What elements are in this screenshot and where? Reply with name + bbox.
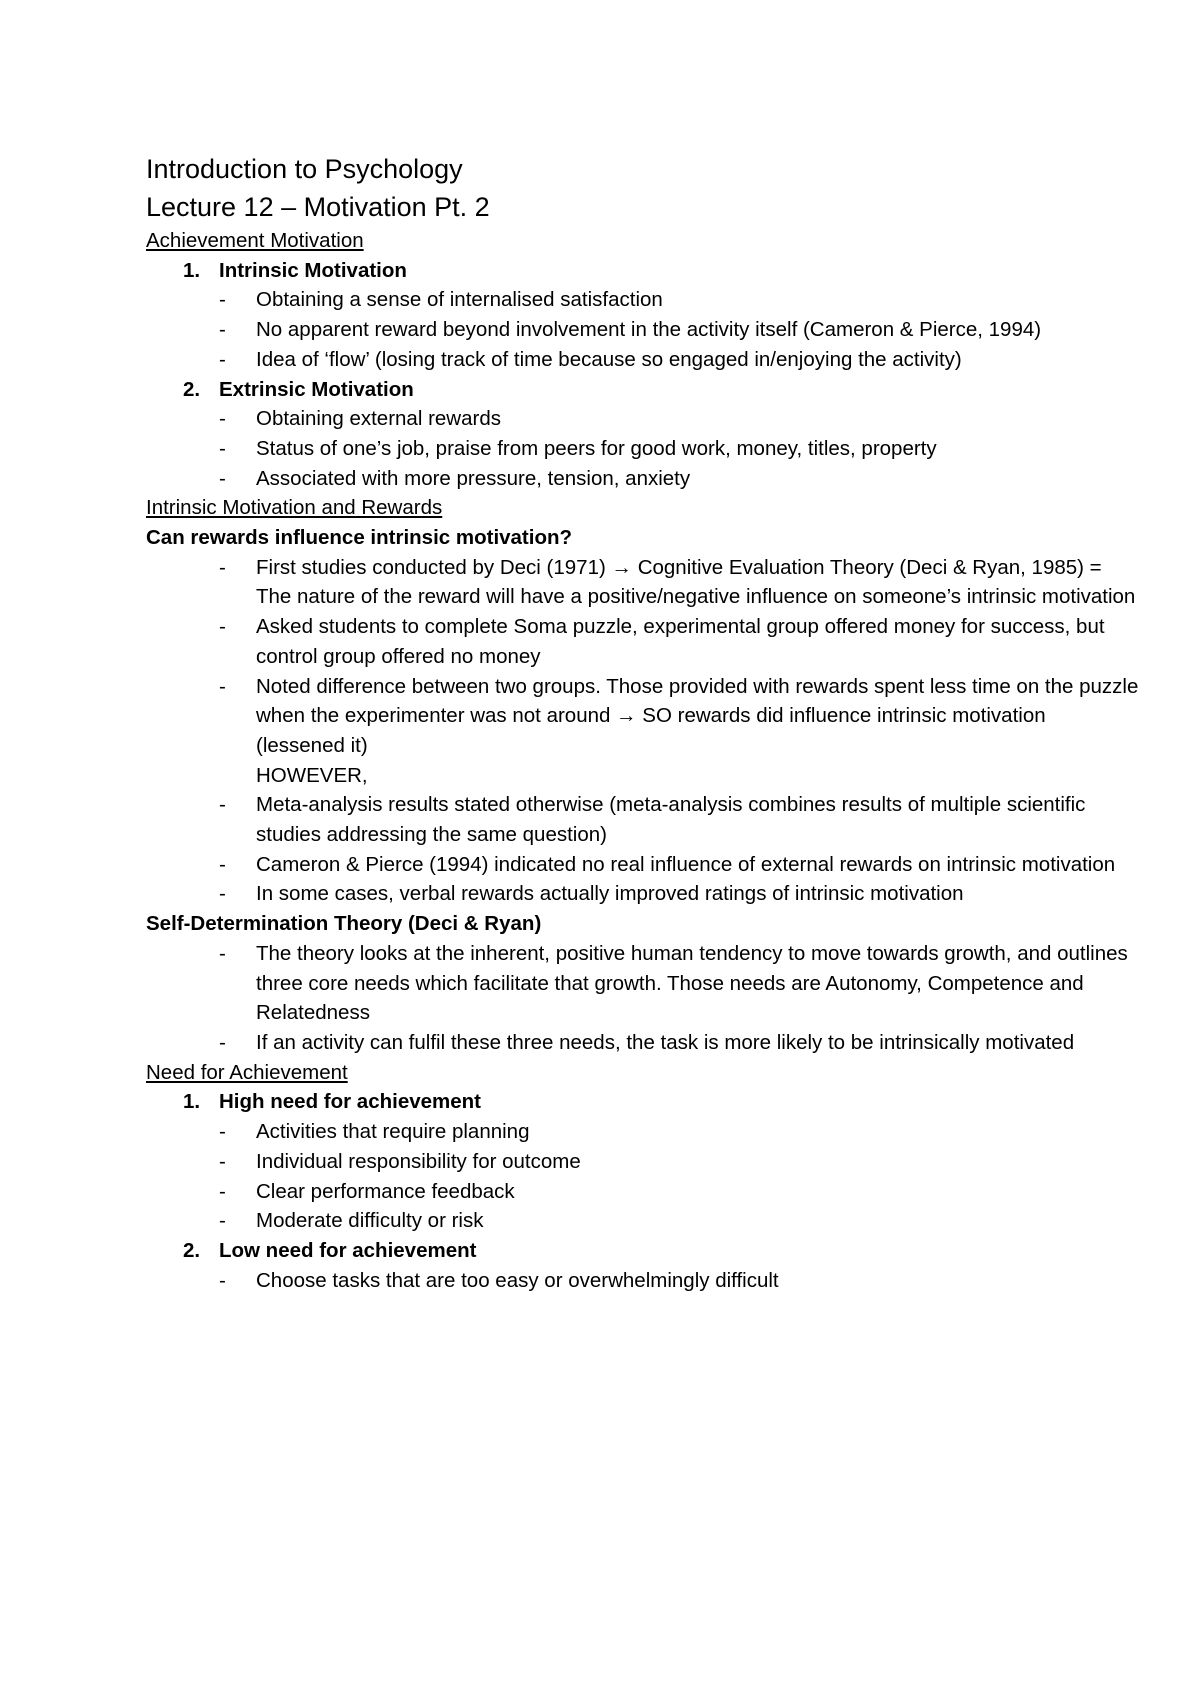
item-label: Low need for achievement [219, 1238, 477, 1262]
bullet-item: - Meta-analysis results stated otherwise (meta-analysis combines results of multiple scientific studies addressing the same question) [219, 793, 1086, 847]
bullet-list [146, 939, 1140, 1058]
document-title: Introduction to Psychology [146, 154, 463, 184]
bullet-item: - Choose tasks that are too easy or overwhelmingly difficult [219, 1268, 779, 1292]
bullet-item: - Activities that require planning [219, 1120, 530, 1144]
bullet-item: - Asked students to complete Soma puzzle, experimental group offered money for success, but control group offered no money [219, 615, 1105, 668]
item-label: Extrinsic Motivation [219, 377, 414, 401]
section-subheading: Can rewards influence intrinsic motivation? [146, 526, 573, 550]
bullet-list [146, 1266, 1140, 1296]
section-heading: Intrinsic Motivation and Rewards [146, 496, 443, 520]
item-number: 1. [183, 258, 201, 282]
bullet-item: - Obtaining external rewards [219, 407, 501, 431]
item-label: Intrinsic Motivation [219, 258, 407, 282]
bullet-item: - No apparent reward beyond involvement in the activity itself (Cameron & Pierce, 1994) [219, 318, 1042, 342]
bullet-list [146, 404, 1140, 493]
section-heading: Self-Determination Theory (Deci & Ryan) [146, 912, 542, 936]
bullet-item: - First studies conducted by Deci (1971) → Cognitive Evaluation Theory (Deci & Ryan, 1985) = The nature of the reward will have a positive/negative influence on someone’s intrinsic motivation [219, 555, 1136, 609]
bullet-item: - The theory looks at the inherent, positive human tendency to move towards growth, and outlines three core needs which facilitate that growth. Those needs are Autonomy, Competence and Relatedness [219, 941, 1128, 1025]
bullet-item: - If an activity can fulfil these three needs, the task is more likely to be intrinsically motivated [219, 1030, 1075, 1054]
continuation-text: HOWEVER, [256, 763, 368, 787]
numbered-item [146, 1236, 1140, 1266]
item-number: 1. [183, 1090, 201, 1114]
bullet-item: - Individual responsibility for outcome [219, 1149, 581, 1173]
bullet-item: - In some cases, verbal rewards actually improved ratings of intrinsic motivation [219, 882, 964, 906]
bullet-list [146, 285, 1140, 374]
numbered-item [146, 375, 1140, 405]
numbered-item [146, 1087, 1140, 1117]
bullet-item: - Obtaining a sense of internalised satisfaction [219, 288, 663, 312]
bullet-list [146, 790, 1140, 909]
bullet-item: - Cameron & Pierce (1994) indicated no real influence of external rewards on intrinsic motivation [219, 852, 1116, 876]
bullet-item: - Associated with more pressure, tension, anxiety [219, 466, 691, 490]
numbered-item [146, 256, 1140, 286]
section-heading: Need for Achievement [146, 1060, 348, 1084]
bullet-item: - Status of one’s job, praise from peers for good work, money, titles, property [219, 436, 937, 460]
bullet-item: - Clear performance feedback [219, 1179, 515, 1203]
lecture-title: Lecture 12 – Motivation Pt. 2 [146, 192, 490, 222]
item-number: 2. [183, 1238, 201, 1262]
bullet-item: - Noted difference between two groups. Those provided with rewards spent less time on the puzzle when the experimenter was not around → SO rewards did influence intrinsic motivation (lessened it) [219, 674, 1139, 757]
bullet-item: - Moderate difficulty or risk [219, 1209, 484, 1233]
item-label: High need for achievement [219, 1090, 482, 1114]
bullet-item: - Idea of ‘flow’ (losing track of time because so engaged in/enjoying the activity) [219, 347, 962, 371]
item-number: 2. [183, 377, 201, 401]
section-heading: Achievement Motivation [146, 229, 364, 252]
bullet-list [146, 1117, 1140, 1236]
bullet-list [146, 553, 1140, 761]
